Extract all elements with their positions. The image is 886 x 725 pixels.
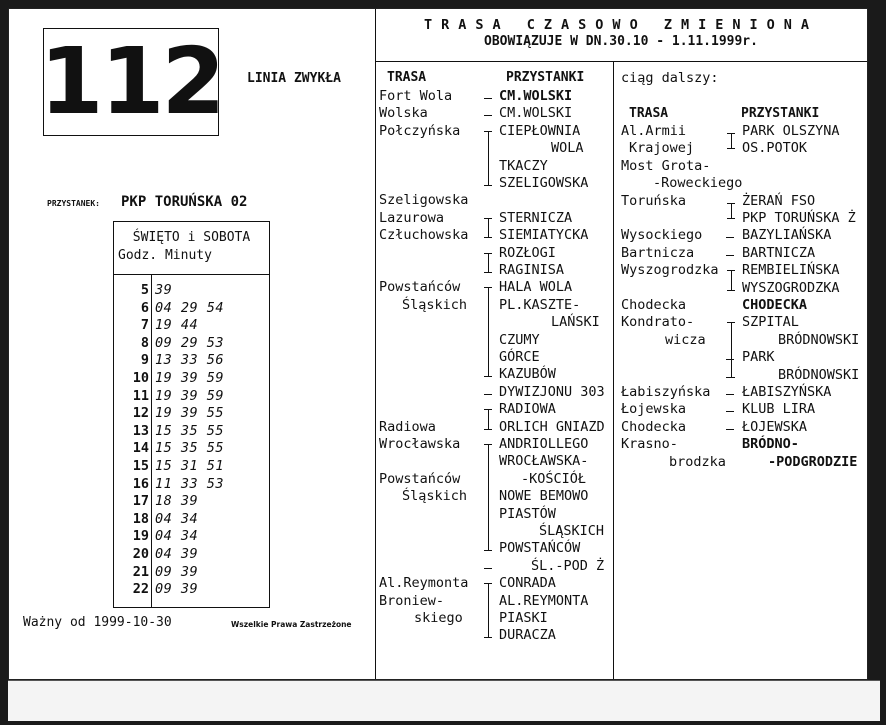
route-stop: BRÓDNOWSKI <box>778 331 860 348</box>
route-dash <box>726 411 734 412</box>
route-bracket-tick <box>727 203 735 204</box>
departure-hour: 21 <box>132 563 149 580</box>
departure-row <box>114 282 269 300</box>
departure-hour: 5 <box>140 282 149 298</box>
departure-row <box>114 511 269 529</box>
route-stop: CONRADA <box>499 575 556 592</box>
route-stop: DYWIZJONU 303 <box>499 383 605 400</box>
route-bracket-tick <box>727 377 735 378</box>
route-bracket <box>731 133 732 148</box>
route-stop: WROCŁAWSKA- <box>499 453 589 470</box>
route-stop: ŚL.-POD Ż <box>531 557 605 574</box>
route-stop: CM.WOLSKI <box>499 105 573 122</box>
route-stop: PL.KASZTE- <box>499 296 581 313</box>
continued-label: ciąg dalszy: <box>621 70 719 86</box>
route-bracket <box>731 322 732 376</box>
route-stop: REMBIELIŃSKA <box>742 262 840 279</box>
route-bracket <box>731 203 732 218</box>
route-change-dates: OBOWIĄZUJE W DN.30.10 - 1.11.1999r. <box>484 34 758 49</box>
route-street: Wolska <box>379 105 428 122</box>
route-street: Człuchowska <box>379 227 469 244</box>
route-stop: RADIOWA <box>499 401 556 418</box>
route-bracket-tick <box>484 237 492 238</box>
table-columns: Godz. Minuty <box>118 248 212 263</box>
departure-row <box>114 546 269 564</box>
route-stop: RAGINISA <box>499 262 565 278</box>
departure-minutes: 19 39 59 <box>155 387 225 404</box>
route-street: Krajowej <box>629 140 695 157</box>
route-stop: LAŃSKI <box>551 314 600 331</box>
header-divider <box>375 61 867 62</box>
departure-row <box>114 476 269 494</box>
departure-row <box>114 405 269 423</box>
table-divider <box>114 274 269 275</box>
departure-row <box>114 458 269 476</box>
route-stop: BAZYLIAŃSKA <box>742 227 832 244</box>
route-stop: OS.POTOK <box>742 140 808 157</box>
route-street: Szeligowska <box>379 192 469 209</box>
route-dash <box>484 568 492 569</box>
route-bracket <box>488 218 489 237</box>
route-bracket-tick <box>484 444 492 445</box>
departure-hour: 15 <box>132 458 149 474</box>
route-stop: AL.REYMONTA <box>499 592 589 609</box>
departure-minutes: 15 35 55 <box>155 440 225 457</box>
route-bracket <box>731 270 732 289</box>
departure-minutes: 19 39 59 <box>155 370 225 386</box>
route-stop: -PODGRODZIE <box>768 453 858 470</box>
route-street: Krasno- <box>621 436 678 453</box>
route-street: Połczyńska <box>379 122 461 139</box>
valid-from: Ważny od 1999-10-30 <box>23 615 172 630</box>
departure-hour: 16 <box>132 475 149 492</box>
route-street: -Roweckiego <box>653 175 743 192</box>
departure-minutes: 19 44 <box>155 317 199 334</box>
route-bracket <box>488 287 489 376</box>
day-type: ŚWIĘTO i SOBOTA <box>132 230 251 245</box>
route-stop: SIEMIATYCKA <box>499 227 589 244</box>
route-stop: KLUB LIRA <box>742 401 816 418</box>
route-change-title: TRASA CZASOWO ZMIENIONA <box>424 17 818 33</box>
departure-minutes: 15 35 55 <box>155 422 225 439</box>
route-street: wicza <box>665 331 706 348</box>
route-stop: ROZŁOGI <box>499 244 556 261</box>
departure-hour: 6 <box>140 299 149 316</box>
route-bracket-tick <box>484 409 492 410</box>
route-stop: ŚLĄSKICH <box>539 523 605 539</box>
line-number-box <box>39 28 223 136</box>
departure-hour: 22 <box>132 581 149 598</box>
departure-minutes: 19 39 55 <box>155 405 225 422</box>
route-bracket-tick <box>484 637 492 638</box>
panel-divider <box>375 9 376 679</box>
route-bracket <box>488 409 489 428</box>
route-street: Chodecka <box>621 297 687 313</box>
departure-row <box>114 440 269 458</box>
route-stop: ANDRIOLLEGO <box>499 436 589 452</box>
left-col-trasa-header: TRASA <box>387 70 427 85</box>
departure-row <box>114 528 269 546</box>
route-dash <box>726 359 734 360</box>
route-bracket <box>488 253 489 272</box>
right-col-trasa-header: TRASA <box>629 106 669 121</box>
route-stop: BRÓDNOWSKI <box>778 366 860 383</box>
departure-minutes: 09 39 <box>155 563 199 580</box>
route-dash <box>726 429 734 430</box>
route-bracket-tick <box>484 583 492 584</box>
column-divider <box>613 61 614 679</box>
route-bracket <box>488 444 489 550</box>
route-stop: CM.WOLSKI <box>499 88 573 104</box>
route-stop: WOLA <box>551 140 584 157</box>
route-bracket-tick <box>727 290 735 291</box>
route-stop: BRÓDNO- <box>742 436 799 453</box>
departure-hour: 17 <box>132 493 149 510</box>
route-stop: DURACZA <box>499 627 556 644</box>
route-street: Most Grota- <box>621 157 711 174</box>
departure-hour: 10 <box>132 370 149 386</box>
route-stop: STERNICZA <box>499 209 573 226</box>
route-street: Chodecka <box>621 418 687 435</box>
departure-hour: 13 <box>132 422 149 439</box>
route-street: Broniew- <box>379 592 445 609</box>
route-bracket <box>488 583 489 637</box>
route-stop: HALA WOLA <box>499 279 573 296</box>
route-stop: POWSTAŃCÓW <box>499 540 581 557</box>
departure-minutes: 04 34 <box>155 528 199 545</box>
departure-row <box>114 564 269 582</box>
route-stop: CIEPŁOWNIA <box>499 122 581 139</box>
route-street: skiego <box>414 610 463 626</box>
route-stop: PIASTÓW <box>499 505 556 522</box>
route-street: Łojewska <box>621 401 687 418</box>
route-street: Śląskich <box>402 488 468 505</box>
departure-minutes: 39 <box>155 282 173 298</box>
departure-row <box>114 352 269 370</box>
route-stop: ŁOJEWSKA <box>742 418 808 435</box>
departure-hour: 7 <box>140 317 149 334</box>
route-dash <box>726 394 734 395</box>
departure-minutes: 04 34 <box>155 510 199 527</box>
departure-hour: 8 <box>140 334 149 351</box>
route-bracket-tick <box>484 429 492 430</box>
departure-minutes: 18 39 <box>155 493 199 510</box>
left-col-stops-header: PRZYSTANKI <box>506 70 585 85</box>
page-bottom-strip <box>8 680 880 721</box>
route-stop: -KOŚCIÓŁ <box>521 470 587 487</box>
timetable-sheet <box>8 8 868 680</box>
route-stop: SZELIGOWSKA <box>499 175 589 191</box>
route-street: Wyszogrodzka <box>621 262 719 279</box>
route-dash <box>726 237 734 238</box>
route-dash <box>484 394 492 395</box>
route-bracket-tick <box>484 253 492 254</box>
stop-name: PKP TORUŃSKA 02 <box>121 194 248 210</box>
route-street: Fort Wola <box>379 88 453 104</box>
route-street: Śląskich <box>402 296 468 313</box>
route-stop: CZUMY <box>499 331 540 348</box>
departure-minutes: 09 39 <box>155 581 199 598</box>
departure-row <box>114 370 269 388</box>
route-stop: BARTNICZA <box>742 244 816 261</box>
route-stop: ŻERAŃ FSO <box>742 192 816 209</box>
departure-hour: 11 <box>132 387 149 404</box>
route-bracket-tick <box>727 322 735 323</box>
route-dash <box>484 98 492 99</box>
route-bracket-tick <box>484 550 492 551</box>
departure-minutes: 15 31 51 <box>155 458 225 474</box>
departure-row <box>114 317 269 335</box>
route-stop: NOWE BEMOWO <box>499 488 589 505</box>
route-stop: PARK <box>742 349 775 366</box>
route-bracket-tick <box>727 148 735 149</box>
route-street: Wysockiego <box>621 227 703 244</box>
route-stop: PIASKI <box>499 610 548 626</box>
departure-minutes: 04 29 54 <box>155 299 225 316</box>
route-stop: TKACZY <box>499 157 548 174</box>
route-street: Łabiszyńska <box>621 384 711 400</box>
route-stop: ORLICH GNIAZD <box>499 418 605 435</box>
right-col-stops-header: PRZYSTANKI <box>741 106 820 121</box>
departure-hour: 14 <box>132 440 149 457</box>
route-stop: PARK OLSZYNA <box>742 123 840 139</box>
route-street: Toruńska <box>621 192 687 209</box>
departure-row <box>114 300 269 318</box>
route-bracket-tick <box>727 218 735 219</box>
route-street: brodzka <box>669 453 726 470</box>
route-bracket-tick <box>484 272 492 273</box>
departure-row <box>114 493 269 511</box>
route-bracket-tick <box>484 376 492 377</box>
departure-hour: 9 <box>140 352 149 369</box>
route-bracket-tick <box>727 270 735 271</box>
departure-hour: 18 <box>132 510 149 527</box>
rights-notice: Wszelkie Prawa Zastrzeżone <box>231 620 352 629</box>
departure-hour: 12 <box>132 405 149 422</box>
departure-minutes: 13 33 56 <box>155 352 225 369</box>
route-street: Al.Armii <box>621 123 687 139</box>
line-number: 112 <box>39 28 223 135</box>
departure-table <box>113 221 270 608</box>
route-dash <box>726 255 734 256</box>
departure-minutes: 04 39 <box>155 546 199 562</box>
route-street: Powstańców <box>379 279 461 296</box>
route-bracket-tick <box>727 133 735 134</box>
route-stop: SZPITAL <box>742 314 799 331</box>
route-dash <box>484 115 492 116</box>
route-stop: KAZUBÓW <box>499 366 556 383</box>
route-street: Radiowa <box>379 418 436 435</box>
departure-row <box>114 335 269 353</box>
route-bracket <box>488 131 489 185</box>
departure-hour: 20 <box>132 546 149 562</box>
route-street: Kondrato- <box>621 314 695 331</box>
route-bracket-tick <box>484 131 492 132</box>
route-bracket-tick <box>484 287 492 288</box>
departure-row <box>114 388 269 406</box>
departure-row <box>114 423 269 441</box>
departure-row <box>114 581 269 599</box>
route-street: Wrocławska <box>379 436 461 452</box>
line-type: LINIA ZWYKŁA <box>247 71 341 86</box>
departure-hour: 19 <box>132 528 149 545</box>
route-street: Al.Reymonta <box>379 575 469 592</box>
route-bracket-tick <box>484 185 492 186</box>
route-street: Bartnicza <box>621 244 695 261</box>
departure-minutes: 09 29 53 <box>155 334 225 351</box>
route-street: Lazurowa <box>379 209 445 226</box>
route-stop: CHODECKA <box>742 297 808 313</box>
route-stop: WYSZOGRODZKA <box>742 279 840 296</box>
route-stop: ŁABISZYŃSKA <box>742 384 832 400</box>
route-stop: PKP TORUŃSKA Ż <box>742 210 856 226</box>
route-bracket-tick <box>484 218 492 219</box>
departure-minutes: 11 33 53 <box>155 475 225 492</box>
stop-label: PRZYSTANEK: <box>47 199 100 208</box>
route-street: Powstańców <box>379 470 461 487</box>
route-stop: GÓRCE <box>499 349 540 365</box>
